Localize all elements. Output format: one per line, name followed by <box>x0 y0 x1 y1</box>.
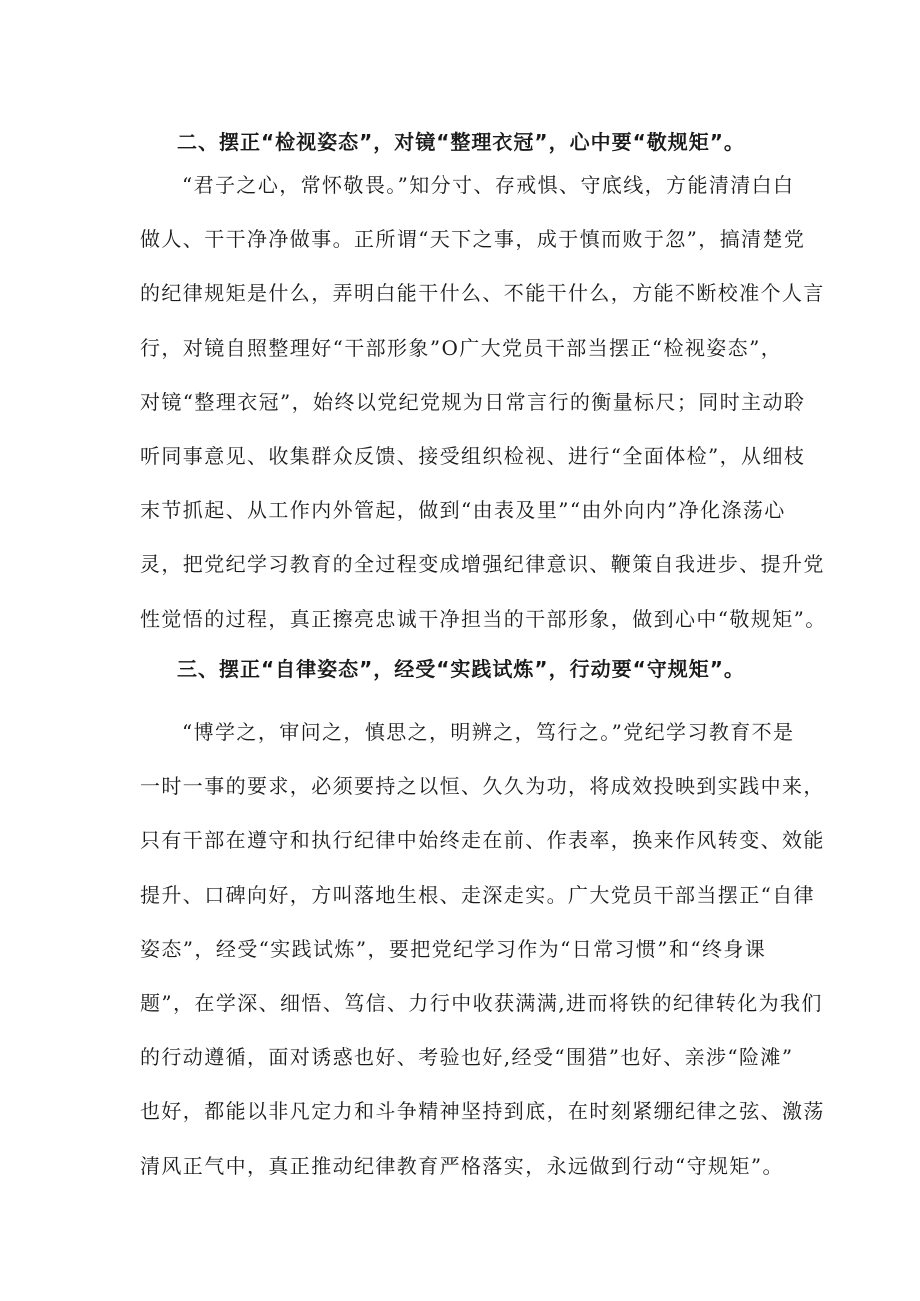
paragraph-line: “君子之心，常怀敬畏。”知分寸、存戒惧、守底线，方能清清白白 <box>182 173 795 197</box>
paragraph-line: 姿态”，经受“实践试炼”，要把党纪学习作为“日常习惯”和“终身课 <box>140 936 767 961</box>
section-3-heading: 三、摆正“自律姿态”，经受“实践试炼”，行动要“守规矩”。 <box>177 657 745 681</box>
paragraph-line: 清风正气中，真正推动纪律教育严格落实，永远做到行动“守规矩”。 <box>140 1153 784 1178</box>
paragraph-line: 性觉悟的过程，真正擦亮忠诚干净担当的干部形象，做到心中“敬规矩”。 <box>140 606 827 631</box>
paragraph-line: 末节抓起、从工作内外管起，做到“由表及里”“由外向内”净化涤荡心 <box>140 498 786 523</box>
paragraph-line: 一时一事的要求，必须要持之以恒、久久为功，将成效投映到实践中来， <box>140 774 825 799</box>
paragraph-line: 题”，在学深、细悟、笃信、力行中收获满满,进而将铁的纪律转化为我们 <box>140 990 823 1015</box>
section-2-heading: 二、摆正“检视姿态”，对镜“整理衣冠”，心中要“敬规矩”。 <box>177 130 745 154</box>
paragraph-line: 灵，把党纪学习教育的全过程变成增强纪律意识、鞭策自我进步、提升党 <box>140 552 825 577</box>
paragraph-line: 的行动遵循，面对诱惑也好、考验也好,经受“围猎”也好、亲涉“险滩” <box>140 1045 794 1070</box>
paragraph-line: 的纪律规矩是什么，弄明白能干什么、不能干什么，方能不断校准个人言 <box>140 281 825 306</box>
section-3-paragraph <box>140 705 825 1193</box>
paragraph-line: 听同事意见、收集群众反馈、接受组织检视、进行“全面体检”，从细枝 <box>140 443 806 468</box>
paragraph-line: 提升、口碑向好，方叫落地生根、走深走实。广大党员干部当摆正“自律 <box>140 882 816 907</box>
paragraph-line: 行，对镜自照整理好“干部形象”O广大党员干部当摆正“检视姿态”， <box>140 335 783 360</box>
section-2-paragraph <box>140 158 827 646</box>
paragraph-line: 做人、干干净净做事。正所谓“天下之事，成于慎而败于忽”，搞清楚党 <box>140 227 806 252</box>
paragraph-line: “博学之，审问之，慎思之，明辨之，笃行之。”党纪学习教育不是 <box>182 720 795 744</box>
paragraph-line: 对镜“整理衣冠”，始终以党纪党规为日常言行的衡量标尺；同时主动聆 <box>140 389 806 414</box>
paragraph-line: 也好，都能以非凡定力和斗争精神坚持到底，在时刻紧绷纪律之弦、激荡 <box>140 1099 825 1124</box>
paragraph-line: 只有干部在遵守和执行纪律中始终走在前、作表率，换来作风转变、效能 <box>140 828 825 853</box>
